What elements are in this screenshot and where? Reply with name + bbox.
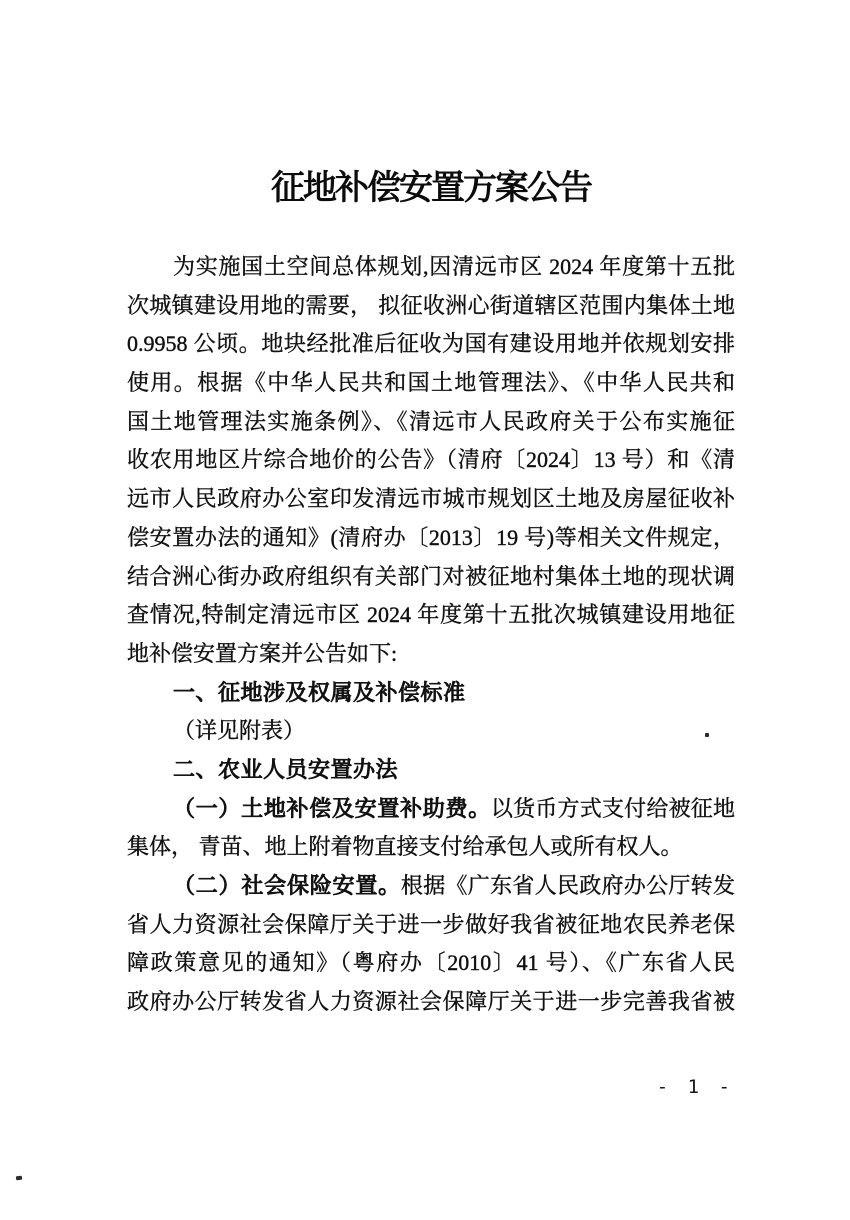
document-line xyxy=(127,674,735,713)
scan-speck-artifact xyxy=(705,733,709,737)
document-line xyxy=(127,558,735,597)
body-text: 结合洲心街办政府组织有关部门对被征地村集体土地的现状调 xyxy=(127,563,735,589)
document-line xyxy=(127,867,735,906)
document-line xyxy=(127,287,735,326)
document-line xyxy=(127,635,735,674)
emphasis-text: （二）社会保险安置。 xyxy=(173,873,401,898)
emphasis-text: （一）土地补偿及安置补助费。 xyxy=(173,795,491,821)
body-text: 为实施国土空间总体规划,因清远市区 2024 年度第十五批 xyxy=(173,254,735,279)
document-line xyxy=(127,441,735,480)
body-text: 偿安置办法的通知》(清府办〔2013〕19 号)等相关文件规定， xyxy=(127,524,735,550)
document-line xyxy=(127,596,735,635)
body-text: 次城镇建设用地的需要， 拟征收洲心街道辖区范围内集体土地 xyxy=(127,292,735,318)
document-body xyxy=(127,248,735,1022)
document-line xyxy=(127,364,735,403)
document-line xyxy=(127,519,735,558)
emphasis-text: 二、农业人员安置办法 xyxy=(173,756,399,782)
body-text: 国土地管理法实施条例》、《清远市人民政府关于公布实施征 xyxy=(127,408,735,434)
document-line xyxy=(127,712,735,751)
document-line xyxy=(127,828,735,867)
document-line xyxy=(127,248,735,287)
body-text: 0.9958 公顷。地块经批准后征收为国有建设用地并依规划安排 xyxy=(127,331,735,357)
page-number: - 1 - xyxy=(656,1076,734,1098)
document-title: 征地补偿安置方案公告 xyxy=(271,170,591,207)
body-text: 使用。根据《中华人民共和国土地管理法》、《中华人民共和 xyxy=(127,370,735,396)
document-line xyxy=(127,325,735,364)
body-text: （详见附表） xyxy=(173,718,306,744)
body-text: 根据《广东省人民政府办公厅转发 xyxy=(400,873,735,898)
scan-speck-artifact xyxy=(16,1176,22,1181)
document-line xyxy=(127,790,735,829)
body-text: 远市人民政府办公室印发清远市城市规划区土地及房屋征收补 xyxy=(127,486,735,512)
document-line xyxy=(127,403,735,442)
body-text: 集体， 青苗、地上附着物直接支付给承包人或所有权人。 xyxy=(127,834,683,860)
emphasis-text: 一、征地涉及权属及补偿标准 xyxy=(173,679,466,705)
body-text: 收农用地区片综合地价的公告》（清府〔2024〕13 号）和《清 xyxy=(127,447,735,473)
body-text: 以货币方式支付给被征地 xyxy=(490,795,735,821)
document-line xyxy=(127,944,735,983)
body-text: 障政策意见的通知》（粤府办〔2010〕41 号）、《广东省人民 xyxy=(127,950,735,976)
document-line xyxy=(127,480,735,519)
document-line xyxy=(127,983,735,1022)
body-text: 省人力资源社会保障厅关于进一步做好我省被征地农民养老保 xyxy=(127,911,735,937)
body-text: 查情况,特制定清远市区 2024 年度第十五批次城镇建设用地征 xyxy=(127,602,735,628)
document-line xyxy=(127,906,735,945)
body-text: 地补偿安置方案并公告如下: xyxy=(127,640,398,666)
document-line xyxy=(127,751,735,790)
body-text: 政府办公厅转发省人力资源社会保障厅关于进一步完善我省被 xyxy=(127,989,735,1015)
